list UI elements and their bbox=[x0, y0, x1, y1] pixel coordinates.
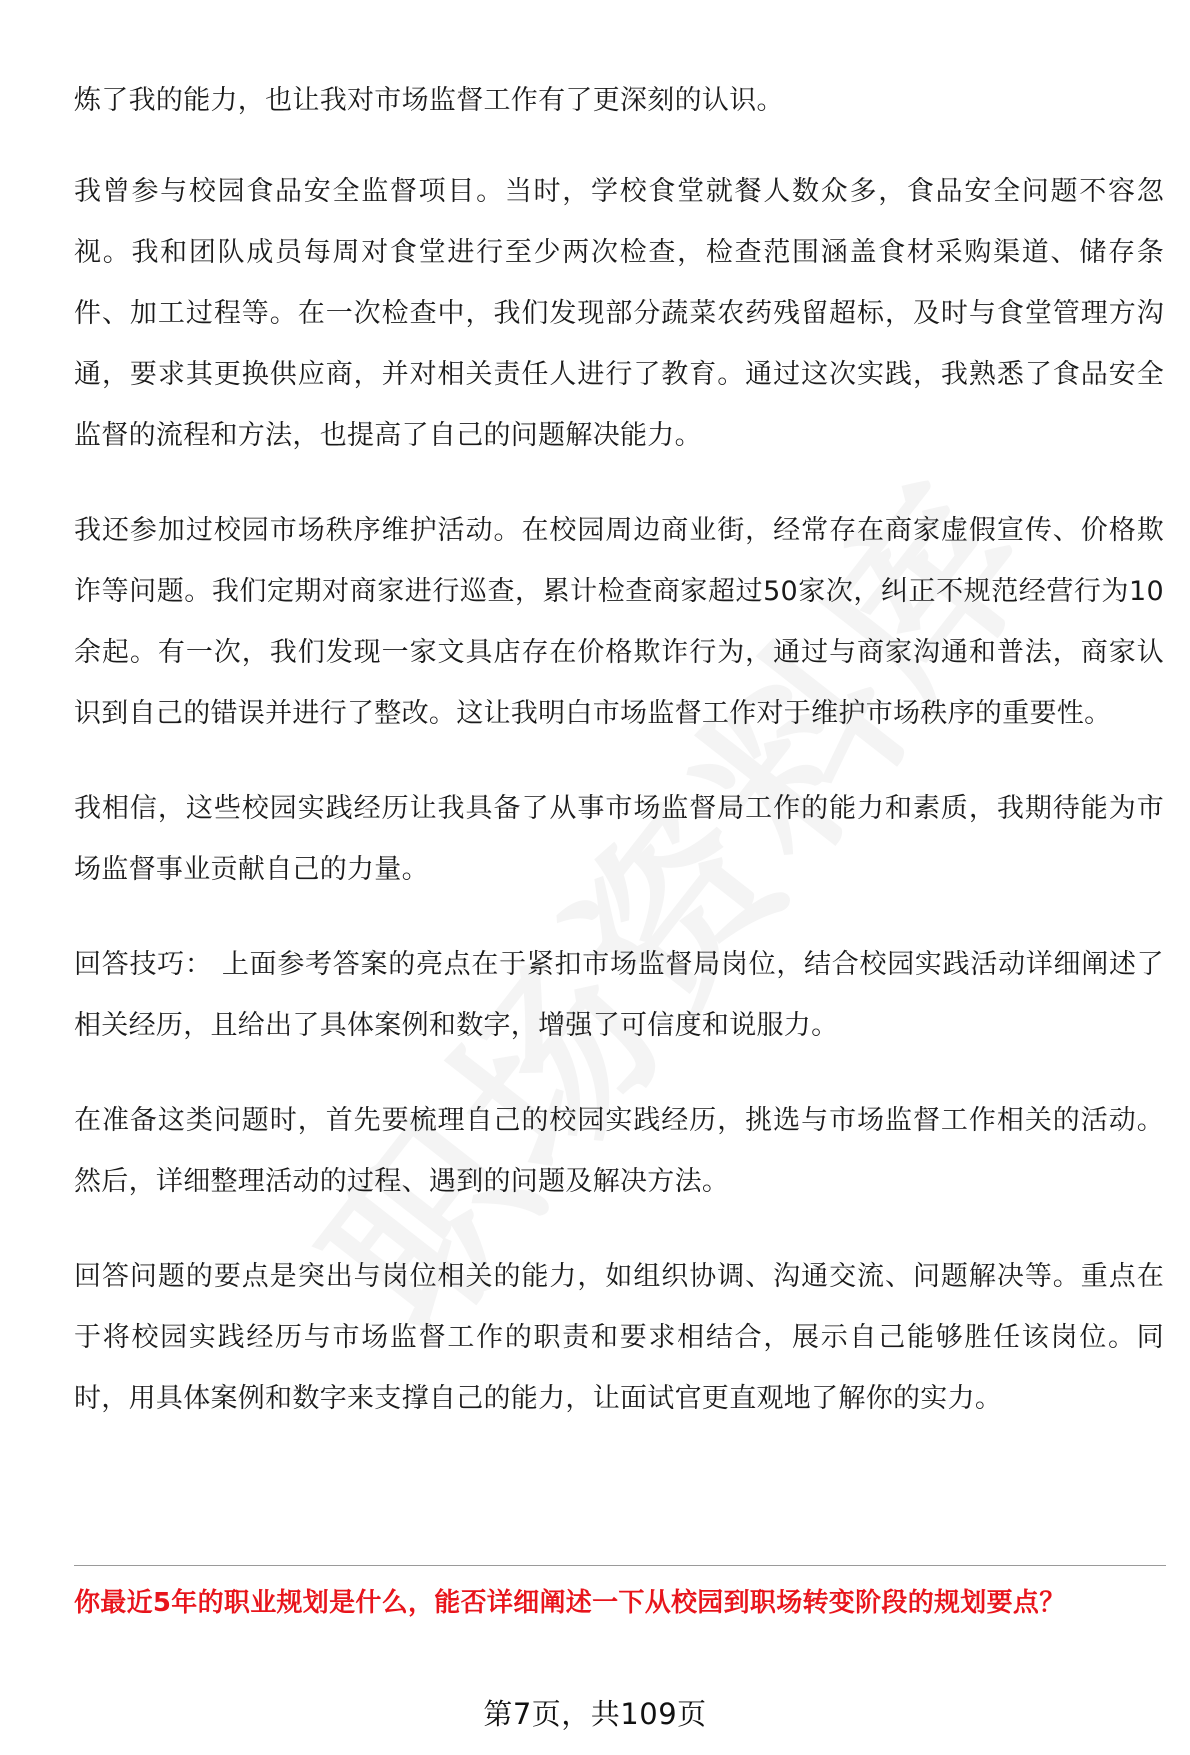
paragraph-answer-tips: 回答技巧： 上面参考答案的亮点在于紧扣市场监督局岗位，结合校园实践活动详细阐述了相关经历，且给出了具体案例和数字，增强了可信度和说服力。 bbox=[74, 949, 1164, 1041]
paragraph-preparation: 在准备这类问题时，首先要梳理自己的校园实践经历，挑选与市场监督工作相关的活动。然后，详细整理活动的过程、遇到的问题及解决方法。 bbox=[74, 1105, 1164, 1197]
next-question-heading: 你最近5年的职业规划是什么，能否详细阐述一下从校园到职场转变阶段的规划要点？ bbox=[74, 1588, 1066, 1618]
paragraph-conclusion: 我相信，这些校园实践经历让我具备了从事市场监督局工作的能力和素质，我期待能为市场监督事业贡献自己的力量。 bbox=[74, 793, 1164, 885]
paragraph-market-order: 我还参加过校园市场秩序维护活动。在校园周边商业街，经常存在商家虚假宣传、价格欺诈等问题。我们定期对商家进行巡查，累计检查商家超过50家次，纠正不规范经营行为10余起。有一次，我们发现一家文具店存在价格欺诈行为，通过与商家沟通和普法，商家认识到自己的错误并进行了整改。这让我明白市场监督工作对于维护市场秩序的重要性。 bbox=[74, 515, 1164, 729]
document-body bbox=[74, 70, 1164, 1463]
paragraph-key-points: 回答问题的要点是突出与岗位相关的能力，如组织协调、沟通交流、问题解决等。重点在于将校园实践经历与市场监督工作的职责和要求相结合，展示自己能够胜任该岗位。同时，用具体案例和数字来支撑自己的能力，让面试官更直观地了解你的实力。 bbox=[74, 1261, 1164, 1414]
section-divider bbox=[74, 1565, 1166, 1566]
paragraph-continuation: 炼了我的能力，也让我对市场监督工作有了更深刻的认识。 bbox=[74, 85, 784, 116]
paragraph-food-safety: 我曾参与校园食品安全监督项目。当时，学校食堂就餐人数众多，食品安全问题不容忽视。我和团队成员每周对食堂进行至少两次检查，检查范围涵盖食材采购渠道、储存条件、加工过程等。在一次检查中，我们发现部分蔬菜农药残留超标，及时与食堂管理方沟通，要求其更换供应商，并对相关责任人进行了教育。通过这次实践，我熟悉了食品安全监督的流程和方法，也提高了自己的问题解决能力。 bbox=[74, 176, 1164, 451]
page-number-footer: 第7页，共109页 bbox=[483, 1697, 707, 1731]
